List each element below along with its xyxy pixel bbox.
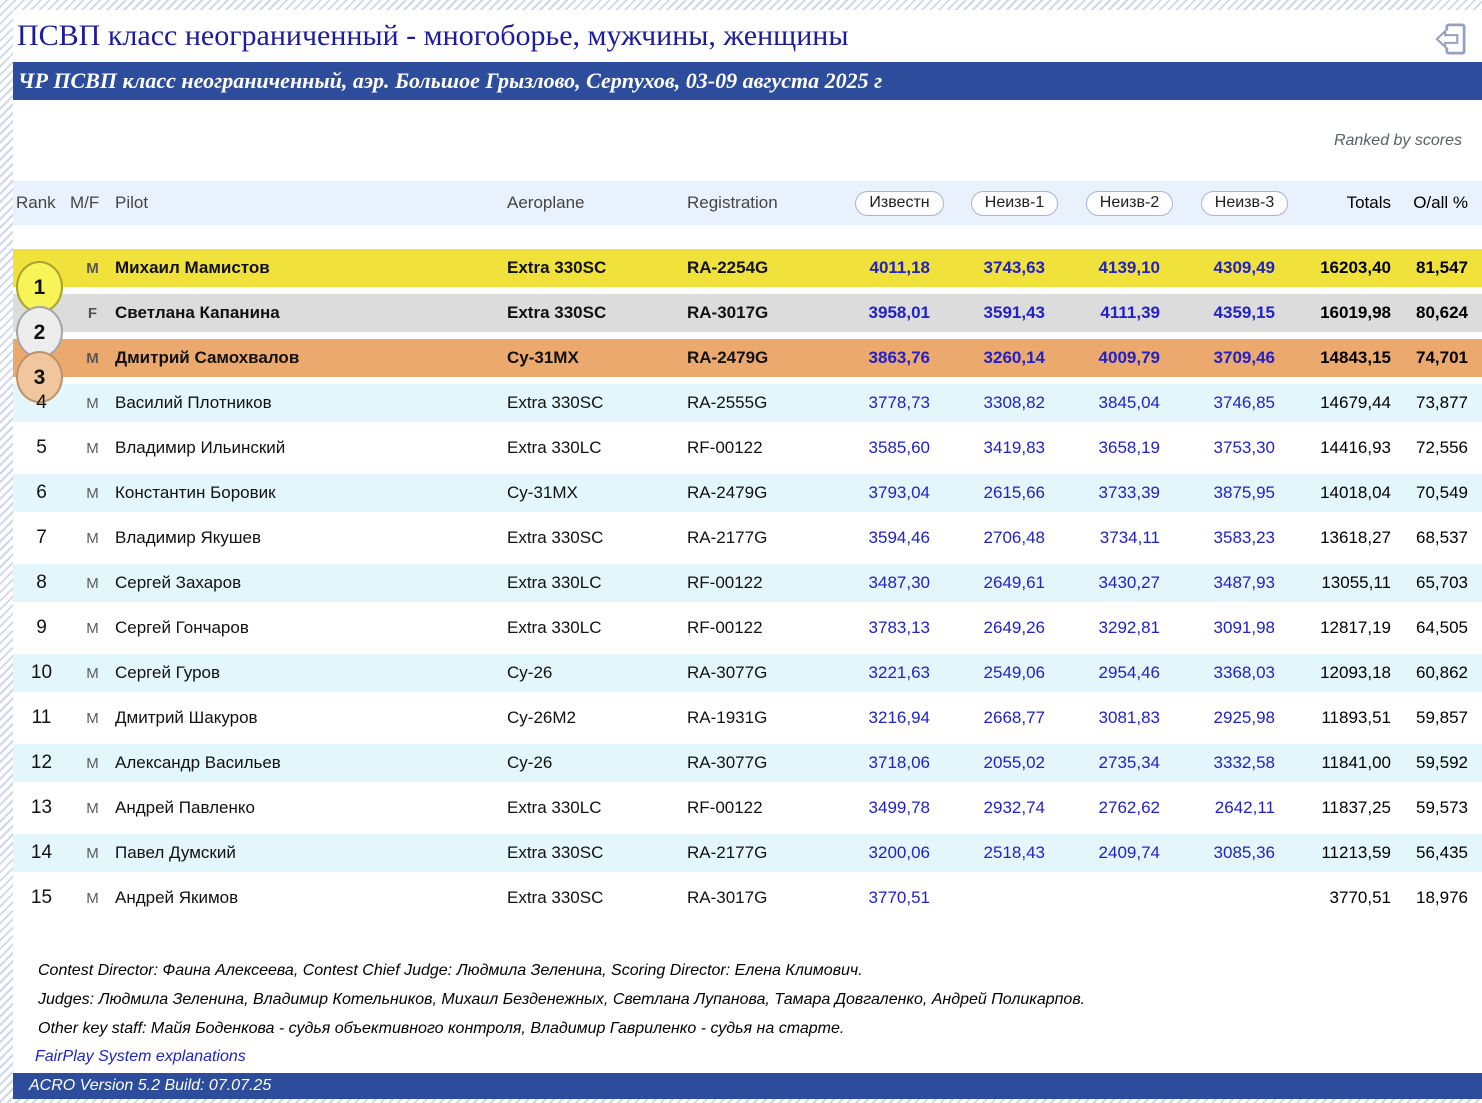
results-table-body — [13, 249, 1482, 924]
registration-cell: RA-3077G — [687, 663, 768, 682]
gender-cell: M — [86, 529, 99, 547]
score-unknown1: 2706,48 — [983, 528, 1045, 547]
totals-cell: 16203,40 — [1320, 258, 1391, 277]
totals-cell: 14843,15 — [1320, 348, 1391, 367]
sort-unknown3-button[interactable]: Неизв-3 — [1201, 191, 1288, 216]
contest-director-line: Contest Director: Фаина Алексеева, Contest Chief Judge: Людмила Зеленина, Scoring Director: Елена Климович. — [38, 962, 863, 979]
score-known: 3499,78 — [868, 798, 930, 817]
registration-cell: RA-2479G — [687, 348, 769, 367]
contest-banner: ЧР ПСВП класс неограниченный, аэр. Большое Грызлово, Серпухов, 03-09 августа 2025 г — [13, 62, 1482, 100]
totals-cell: 11837,25 — [1321, 798, 1391, 817]
aeroplane-cell: Extra 330SC — [507, 393, 604, 412]
sort-unknown1-button[interactable]: Неизв-1 — [971, 191, 1058, 216]
aeroplane-cell: Extra 330LC — [507, 438, 602, 457]
rank-cell — [13, 752, 70, 774]
score-unknown2: 4009,79 — [1098, 348, 1160, 367]
score-known: 3585,60 — [868, 438, 930, 457]
score-known: 3216,94 — [868, 708, 930, 727]
registration-cell: RF-00122 — [687, 618, 763, 637]
totals-cell: 12817,19 — [1320, 618, 1391, 637]
table-row — [13, 249, 1482, 299]
col-header-aeroplane: Aeroplane — [507, 193, 585, 212]
registration-cell: RA-2254G — [687, 258, 769, 277]
registration-cell: RF-00122 — [687, 573, 763, 592]
score-known: 4011,18 — [869, 258, 930, 277]
pilot-name: Сергей Гончаров — [115, 618, 249, 637]
rank-cell — [13, 617, 70, 639]
gender-cell: M — [86, 799, 99, 817]
col-header-overall: O/all % — [1413, 193, 1468, 212]
col-header-rank: Rank — [16, 193, 56, 212]
overall-percent-cell: 65,703 — [1416, 573, 1468, 592]
score-unknown3: 3487,93 — [1213, 573, 1275, 592]
score-known: 3594,46 — [868, 528, 930, 547]
score-unknown1: 2668,77 — [983, 708, 1045, 727]
results-page — [13, 10, 1482, 1099]
rank-badge: 3 — [16, 351, 63, 403]
score-unknown1: 3308,82 — [983, 393, 1045, 412]
gender-cell: M — [86, 259, 99, 277]
registration-cell: RA-1931G — [687, 708, 768, 727]
rank-badge: 15 — [30, 887, 53, 908]
rank-badge: 6 — [36, 482, 47, 503]
totals-cell: 3770,51 — [1329, 888, 1391, 907]
pilot-name: Дмитрий Самохвалов — [115, 348, 300, 367]
overall-percent-cell: 74,701 — [1416, 348, 1468, 367]
score-unknown2: 3733,39 — [1098, 483, 1160, 502]
gender-cell: M — [86, 619, 99, 637]
score-known: 3778,73 — [868, 393, 930, 412]
rank-badge: 4 — [36, 392, 47, 413]
score-unknown2: 2954,46 — [1098, 663, 1160, 682]
aeroplane-cell: Extra 330LC — [507, 573, 602, 592]
exit-icon[interactable] — [1430, 18, 1472, 60]
pilot-name: Сергей Гуров — [115, 663, 221, 682]
aeroplane-cell: Extra 330SC — [507, 843, 604, 862]
score-unknown1: 2649,61 — [983, 573, 1045, 592]
score-unknown2: 4139,10 — [1098, 258, 1160, 277]
score-unknown3: 3709,46 — [1213, 348, 1275, 367]
table-row — [13, 699, 1482, 737]
score-unknown2: 2762,62 — [1098, 798, 1160, 817]
gender-cell: M — [86, 394, 99, 412]
rank-cell — [13, 842, 70, 864]
rank-badge: 1 — [16, 261, 63, 313]
registration-cell: RF-00122 — [687, 798, 763, 817]
table-row — [13, 744, 1482, 782]
rank-cell — [13, 707, 70, 729]
overall-percent-cell: 68,537 — [1416, 528, 1468, 547]
table-row — [13, 609, 1482, 647]
aeroplane-cell: Extra 330SC — [507, 888, 604, 907]
score-unknown3: 3085,36 — [1213, 843, 1275, 862]
pilot-name: Константин Боровик — [115, 483, 276, 502]
sort-unknown2-button[interactable]: Неизв-2 — [1086, 191, 1173, 216]
overall-percent-cell: 72,556 — [1416, 438, 1468, 457]
score-unknown1: 3260,14 — [983, 348, 1045, 367]
overall-percent-cell: 70,549 — [1416, 483, 1468, 502]
table-row — [13, 519, 1482, 557]
gender-cell: M — [86, 889, 99, 907]
pilot-name: Михаил Мамистов — [115, 258, 270, 277]
version-bar — [13, 1073, 1482, 1099]
totals-cell: 13618,27 — [1320, 528, 1391, 547]
score-known: 3863,76 — [868, 348, 930, 367]
registration-cell: RA-2479G — [687, 483, 768, 502]
gender-cell: F — [87, 304, 98, 322]
aeroplane-cell: Су-26 — [507, 753, 553, 772]
rank-badge: 10 — [30, 662, 53, 683]
table-row — [13, 879, 1482, 917]
registration-cell: RA-3077G — [687, 753, 768, 772]
score-unknown3: 3332,58 — [1213, 753, 1275, 772]
totals-cell: 11213,59 — [1321, 843, 1391, 862]
gender-cell: M — [86, 574, 99, 592]
score-known: 3793,04 — [868, 483, 930, 502]
title-bar — [13, 10, 1482, 62]
totals-cell: 14416,93 — [1320, 438, 1391, 457]
col-header-totals: Totals — [1346, 193, 1391, 212]
aeroplane-cell: Су-26 — [507, 663, 553, 682]
score-unknown1: 2518,43 — [983, 843, 1045, 862]
aeroplane-cell: Extra 330LC — [507, 618, 602, 637]
version-label: ACRO Version 5.2 Build: 07.07.25 — [29, 1077, 272, 1094]
pilot-name: Дмитрий Шакуров — [115, 708, 258, 727]
overall-percent-cell: 81,547 — [1416, 258, 1468, 277]
col-header-known — [842, 191, 957, 216]
rank-badge: 14 — [30, 842, 53, 863]
registration-cell: RA-3017G — [687, 303, 769, 322]
pilot-name: Владимир Якушев — [115, 528, 262, 547]
rank-badge: 2 — [16, 306, 63, 358]
score-unknown2: 2409,74 — [1098, 843, 1160, 862]
registration-cell: RA-2177G — [687, 843, 768, 862]
col-header-registration: Registration — [687, 193, 778, 212]
rank-badge: 8 — [36, 572, 47, 593]
score-known: 3221,63 — [868, 663, 930, 682]
score-unknown3: 2642,11 — [1214, 798, 1275, 817]
table-row — [13, 429, 1482, 467]
pilot-name: Андрей Павленко — [115, 798, 255, 817]
table-row — [13, 474, 1482, 512]
officials-block — [13, 956, 1482, 1043]
rank-cell — [13, 797, 70, 819]
score-unknown2: 3734,11 — [1099, 528, 1160, 547]
overall-percent-cell: 59,592 — [1416, 753, 1468, 772]
rank-cell — [13, 527, 70, 549]
pilot-name: Андрей Якимов — [115, 888, 239, 907]
score-unknown3: 3091,98 — [1213, 618, 1275, 637]
rank-cell — [13, 887, 70, 909]
registration-cell: RA-2177G — [687, 528, 768, 547]
score-unknown1: 3419,83 — [983, 438, 1045, 457]
overall-percent-cell: 56,435 — [1416, 843, 1468, 862]
fairplay-link[interactable]: FairPlay System explanations — [35, 1048, 246, 1065]
rank-badge: 13 — [30, 797, 53, 818]
gender-cell: M — [86, 709, 99, 727]
score-unknown1: 3743,63 — [983, 258, 1045, 277]
gender-cell: M — [86, 439, 99, 457]
aeroplane-cell: Extra 330LC — [507, 798, 602, 817]
col-header-pilot: Pilot — [115, 193, 149, 212]
totals-cell: 14018,04 — [1320, 483, 1391, 502]
score-unknown3: 3753,30 — [1213, 438, 1275, 457]
score-unknown1: 2615,66 — [983, 483, 1045, 502]
rank-badge: 9 — [36, 617, 47, 638]
gender-cell: M — [86, 664, 99, 682]
judges-line: Judges: Людмила Зеленина, Владимир Котельников, Михаил Безденежных, Светлана Лупанова, Тамара Довгаленко, Андрей Поликарпов. — [38, 991, 1086, 1008]
score-unknown3: 3583,23 — [1213, 528, 1275, 547]
score-unknown3: 3875,95 — [1213, 483, 1275, 502]
score-unknown2: 2735,34 — [1098, 753, 1160, 772]
col-header-unknown1 — [957, 191, 1072, 216]
col-header-unknown3 — [1187, 191, 1302, 216]
score-unknown1: 2649,26 — [983, 618, 1045, 637]
pilot-name: Павел Думский — [115, 843, 236, 862]
score-unknown2: 3081,83 — [1098, 708, 1160, 727]
score-unknown1: 3591,43 — [983, 303, 1045, 322]
pilot-name: Александр Васильев — [115, 753, 281, 772]
col-header-mf: M/F — [70, 193, 100, 212]
ranked-by-label: Ranked by scores — [1333, 132, 1462, 149]
score-known: 3958,01 — [868, 303, 930, 322]
score-unknown2: 3292,81 — [1098, 618, 1160, 637]
rank-cell — [13, 482, 70, 504]
score-unknown2: 3430,27 — [1098, 573, 1160, 592]
table-header-row — [13, 181, 1482, 225]
score-known: 3200,06 — [868, 843, 930, 862]
overall-percent-cell: 64,505 — [1416, 618, 1468, 637]
pilot-name: Владимир Ильинский — [115, 438, 286, 457]
gender-cell: M — [86, 754, 99, 772]
score-unknown1: 2932,74 — [983, 798, 1045, 817]
gender-cell: M — [86, 484, 99, 502]
score-unknown1: 2549,06 — [983, 663, 1045, 682]
table-row — [13, 384, 1482, 422]
col-header-unknown2 — [1072, 191, 1187, 216]
score-unknown3: 3368,03 — [1213, 663, 1275, 682]
score-unknown3: 2925,98 — [1213, 708, 1275, 727]
table-row — [13, 654, 1482, 692]
pilot-name: Светлана Капанина — [115, 303, 280, 322]
score-known: 3783,13 — [868, 618, 930, 637]
score-unknown3: 4359,15 — [1213, 303, 1275, 322]
totals-cell: 14679,44 — [1320, 393, 1391, 412]
score-unknown2: 3658,19 — [1098, 438, 1160, 457]
score-known: 3487,30 — [868, 573, 930, 592]
rank-badge: 7 — [36, 527, 47, 548]
aeroplane-cell: Extra 330SC — [507, 528, 604, 547]
score-unknown3: 3746,85 — [1213, 393, 1275, 412]
registration-cell: RA-2555G — [687, 393, 768, 412]
score-unknown2: 3845,04 — [1098, 393, 1160, 412]
rank-badge: 5 — [36, 437, 47, 458]
registration-cell: RF-00122 — [687, 438, 763, 457]
overall-percent-cell: 59,857 — [1416, 708, 1468, 727]
overall-percent-cell: 80,624 — [1416, 303, 1468, 322]
totals-cell: 16019,98 — [1320, 303, 1391, 322]
totals-cell: 11893,51 — [1321, 708, 1391, 727]
gender-cell: M — [86, 349, 99, 367]
pilot-name: Сергей Захаров — [115, 573, 242, 592]
score-unknown2: 4111,39 — [1100, 303, 1160, 322]
overall-percent-cell: 59,573 — [1416, 798, 1468, 817]
registration-cell: RA-3017G — [687, 888, 768, 907]
pilot-name: Василий Плотников — [115, 393, 272, 412]
score-unknown1: 2055,02 — [983, 753, 1045, 772]
table-row — [13, 294, 1482, 344]
rank-cell — [13, 437, 70, 459]
score-known: 3718,06 — [868, 753, 930, 772]
rank-badge: 12 — [30, 752, 53, 773]
overall-percent-cell: 18,976 — [1416, 888, 1468, 907]
totals-cell: 12093,18 — [1320, 663, 1391, 682]
sort-known-button[interactable]: Известн — [855, 191, 943, 216]
rank-badge: 11 — [31, 707, 52, 728]
rank-cell — [13, 572, 70, 594]
rank-cell — [13, 392, 70, 414]
score-known: 3770,51 — [868, 888, 930, 907]
table-row — [13, 834, 1482, 872]
totals-cell: 13055,11 — [1321, 573, 1391, 592]
table-row — [13, 339, 1482, 389]
aeroplane-cell: Extra 330SC — [507, 303, 607, 322]
gender-cell: M — [86, 844, 99, 862]
page-title: ПСВП класс неограниченный - многоборье, мужчины, женщины — [17, 19, 849, 52]
key-staff-line: Other key staff: Майя Боденкова - судья объективного контроля, Владимир Гавриленко - судья на старте. — [38, 1020, 845, 1037]
aeroplane-cell: Су-26М2 — [507, 708, 576, 727]
rank-cell — [13, 662, 70, 684]
overall-percent-cell: 73,877 — [1416, 393, 1468, 412]
table-row — [13, 564, 1482, 602]
aeroplane-cell: Су-31МХ — [507, 483, 578, 502]
table-row — [13, 789, 1482, 827]
aeroplane-cell: Су-31МХ — [507, 348, 579, 367]
overall-percent-cell: 60,862 — [1416, 663, 1468, 682]
aeroplane-cell: Extra 330SC — [507, 258, 607, 277]
totals-cell: 11841,00 — [1321, 753, 1391, 772]
score-unknown3: 4309,49 — [1213, 258, 1275, 277]
